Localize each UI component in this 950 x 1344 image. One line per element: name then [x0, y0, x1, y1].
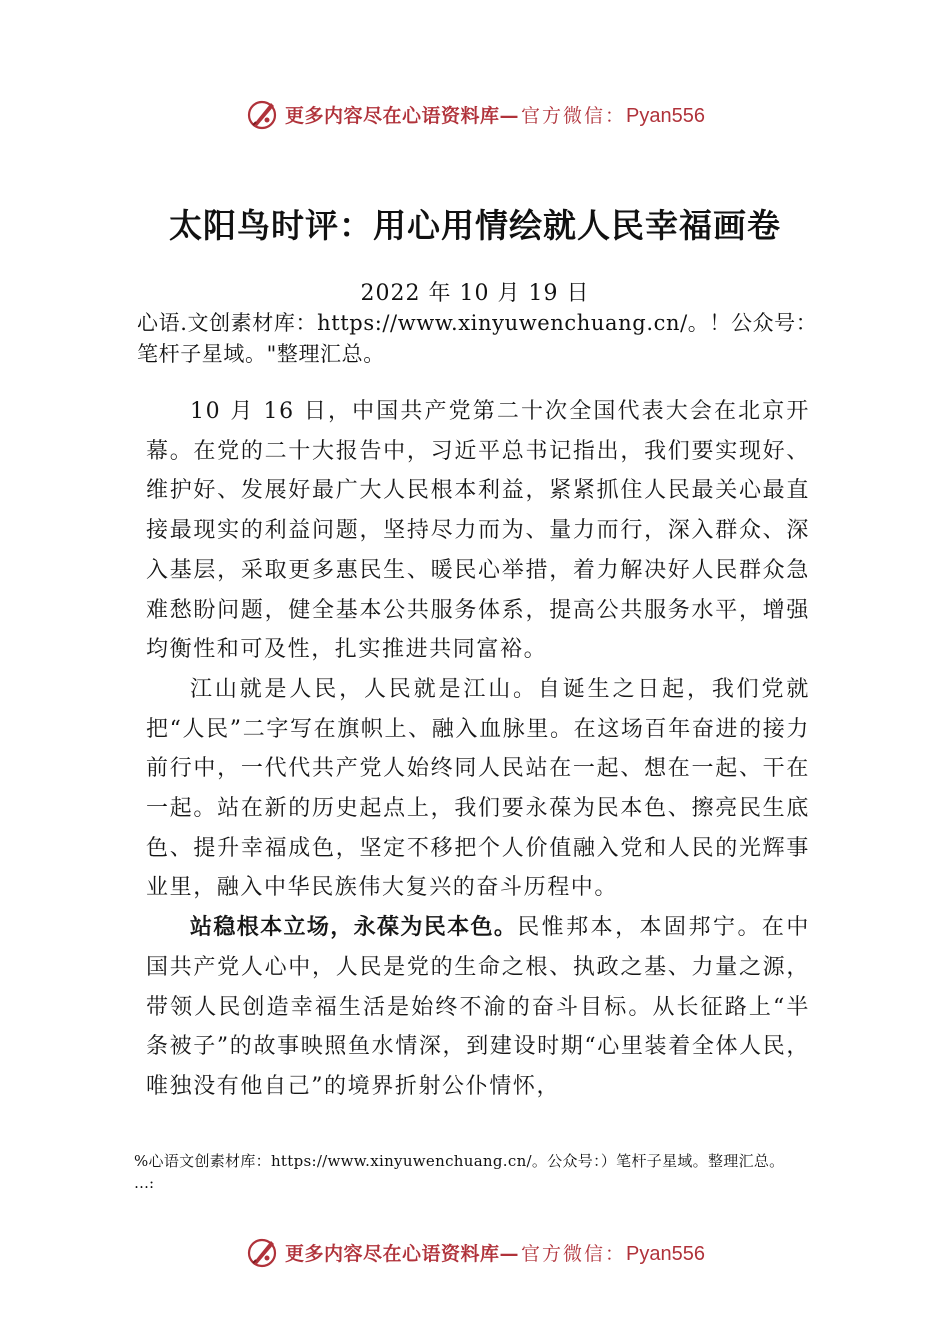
banner-dash: —	[499, 104, 520, 127]
banner-wechat-id: Pyan556	[626, 104, 705, 127]
banner-wechat-label: 官方微信：	[521, 1242, 627, 1265]
banner-text	[285, 101, 705, 128]
banner-text	[285, 1239, 705, 1266]
source-note: 心语.文创素材库：https://www.xinyuwenchuang.cn/。！公众号：笔杆子星域。"整理汇总。	[137, 311, 818, 366]
banner-dash: —	[499, 1242, 520, 1265]
paragraph-3-text: 民惟邦本，本固邦宁。在中国共产党人心中，人民是党的生命之根、执政之基、力量之源，带领人民创造幸福生活是始终不渝的奋斗目标。从长征路上“半条被子”的故事映照鱼水情深，到建设时期“心里装着全体人民，唯独没有他自己”的境界折射公仆情怀，	[146, 915, 810, 1099]
quill-pen-logo-icon	[245, 1235, 279, 1269]
paragraph-3	[146, 908, 810, 1107]
banner-wechat-label: 官方微信：	[521, 104, 627, 127]
banner-main-text: 更多内容尽在心语资料库	[285, 1242, 500, 1265]
article-date: 2022 年 10 月 19 日	[360, 281, 590, 306]
article-body	[146, 392, 810, 1107]
bottom-banner	[0, 1232, 950, 1272]
top-banner	[0, 94, 950, 134]
banner-main-text: 更多内容尽在心语资料库	[285, 104, 500, 127]
article-title: 太阳鸟时评：用心用情绘就人民幸福画卷	[169, 206, 781, 245]
paragraph-2: 江山就是人民，人民就是江山。自诞生之日起，我们党就把“人民”二字写在旗帜上、融入血脉里。在这场百年奋进的接力前行中，一代代共产党人始终同人民站在一起、想在一起、干在一起。站在新的历史起点上，我们要永葆为民本色、擦亮民生底色、提升幸福成色，坚定不移把个人价值融入党和人民的光辉事业里，融入中华民族伟大复兴的奋斗历程中。	[146, 676, 810, 901]
footnote: %心语文创素材库：https://www.xinyuwenchuang.cn/。公众号：）笔杆子星域。整理汇总。	[134, 1152, 785, 1170]
banner-wechat-id: Pyan556	[626, 1242, 705, 1265]
footnote-tail: …:	[134, 1174, 155, 1192]
paragraph-1: 10 月 16 日，中国共产党第二十次全国代表大会在北京开幕。在党的二十大报告中，习近平总书记指出，我们要实现好、维护好、发展好最广大人民根本利益，紧紧抓住人民最关心最直接最现实的利益问题，坚持尽力而为、量力而行，深入群众、深入基层，采取更多惠民生、暖民心举措，着力解决好人民群众急难愁盼问题，健全基本公共服务体系，提高公共服务水平，增强均衡性和可及性，扎实推进共同富裕。	[146, 399, 810, 663]
quill-pen-logo-icon	[245, 97, 279, 131]
paragraph-3-lead: 站稳根本立场，永葆为民本色。	[190, 915, 518, 941]
